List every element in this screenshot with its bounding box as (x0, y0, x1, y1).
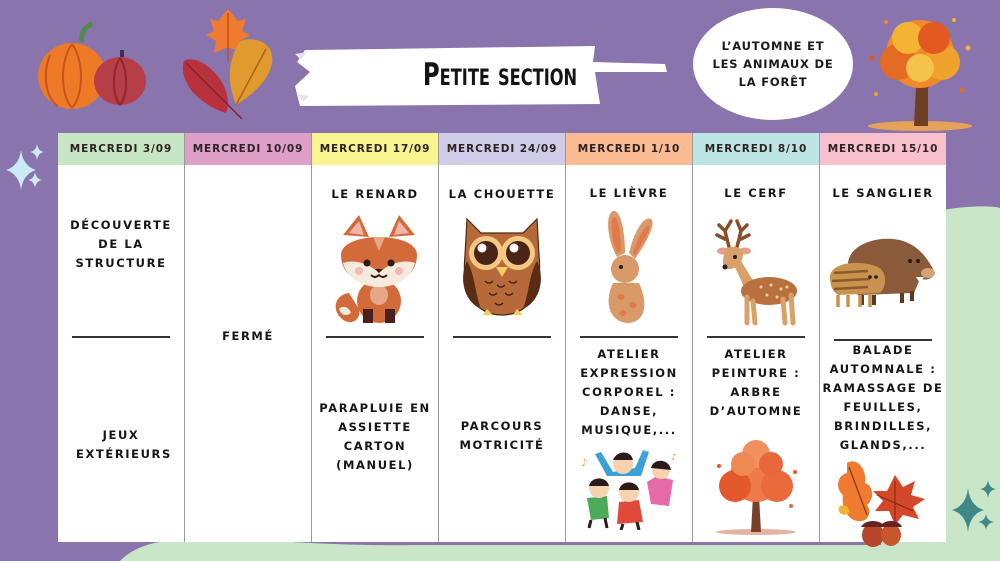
leaves-acorns-icon (833, 455, 933, 551)
schedule-table (58, 133, 946, 542)
day-activity-text: PARAPLUIE EN ASSIETTE CARTON (MANUEL) (319, 401, 431, 472)
svg-text:♪: ♪ (581, 458, 588, 469)
divider (72, 336, 170, 338)
day-activity-text: ATELIER PEINTURE : ARBRE D’AUTOMNE (709, 347, 803, 418)
autumn-leaves-icon (180, 5, 280, 123)
day-column (566, 133, 693, 542)
pumpkins-icon (20, 20, 150, 112)
divider (580, 336, 678, 338)
day-column (185, 133, 312, 542)
sparkles-icon (4, 142, 50, 194)
day-header: MERCREDI 15/10 (820, 133, 946, 165)
dancing-children-icon (577, 446, 681, 530)
day-header: MERCREDI 3/09 (58, 133, 184, 165)
day-header: MERCREDI 1/10 (566, 133, 692, 165)
animal-name: LE SANGLIER (832, 186, 934, 200)
svg-text:♫: ♫ (639, 450, 648, 461)
animal-name: LE LIÈVRE (589, 186, 669, 200)
day-header: MERCREDI 10/09 (185, 133, 311, 165)
day-header: MERCREDI 17/09 (312, 133, 438, 165)
divider (707, 336, 805, 338)
svg-text:♪: ♪ (671, 453, 677, 463)
closed-text: FERMÉ (222, 329, 274, 343)
day-activity-text: JEUX EXTÉRIEURS (76, 428, 172, 461)
day-column (820, 133, 946, 542)
day-activity-text: ATELIER EXPRESSION CORPOREL : DANSE, MUSIQUE,... (580, 347, 678, 437)
page-title: Petite section (422, 57, 578, 93)
animal-name: LA CHOUETTE (448, 187, 556, 201)
owl-icon (461, 215, 543, 325)
fox-icon (329, 213, 421, 327)
boar-icon (828, 233, 938, 313)
hare-icon (599, 209, 659, 327)
day-column (439, 133, 566, 542)
animal-name: LE CERF (724, 186, 788, 200)
theme-bubble (693, 8, 853, 120)
animal-name: LE RENARD (331, 187, 419, 201)
theme-text: L’AUTOMNE ET LES ANIMAUX DE LA FORÊT (712, 39, 834, 89)
divider (453, 336, 551, 338)
autumn-tree-icon (711, 436, 801, 536)
day-activity-text: BALADE AUTOMNALE : RAMASSAGE DE FEUILLES, BRINDILLES, GLANDS,... (822, 343, 944, 452)
day-header: MERCREDI 8/10 (693, 133, 819, 165)
day-column (312, 133, 439, 542)
day-activity-text: PARCOURS MOTRICITÉ (459, 419, 545, 452)
divider (326, 336, 424, 338)
sparkles-icon (952, 480, 998, 536)
deer-icon (711, 217, 801, 329)
day-top-text: DÉCOUVERTE DE LA STRUCTURE (70, 218, 172, 270)
day-column (58, 133, 185, 542)
day-header: MERCREDI 24/09 (439, 133, 565, 165)
day-column (693, 133, 820, 542)
autumn-tree-icon (862, 8, 980, 132)
